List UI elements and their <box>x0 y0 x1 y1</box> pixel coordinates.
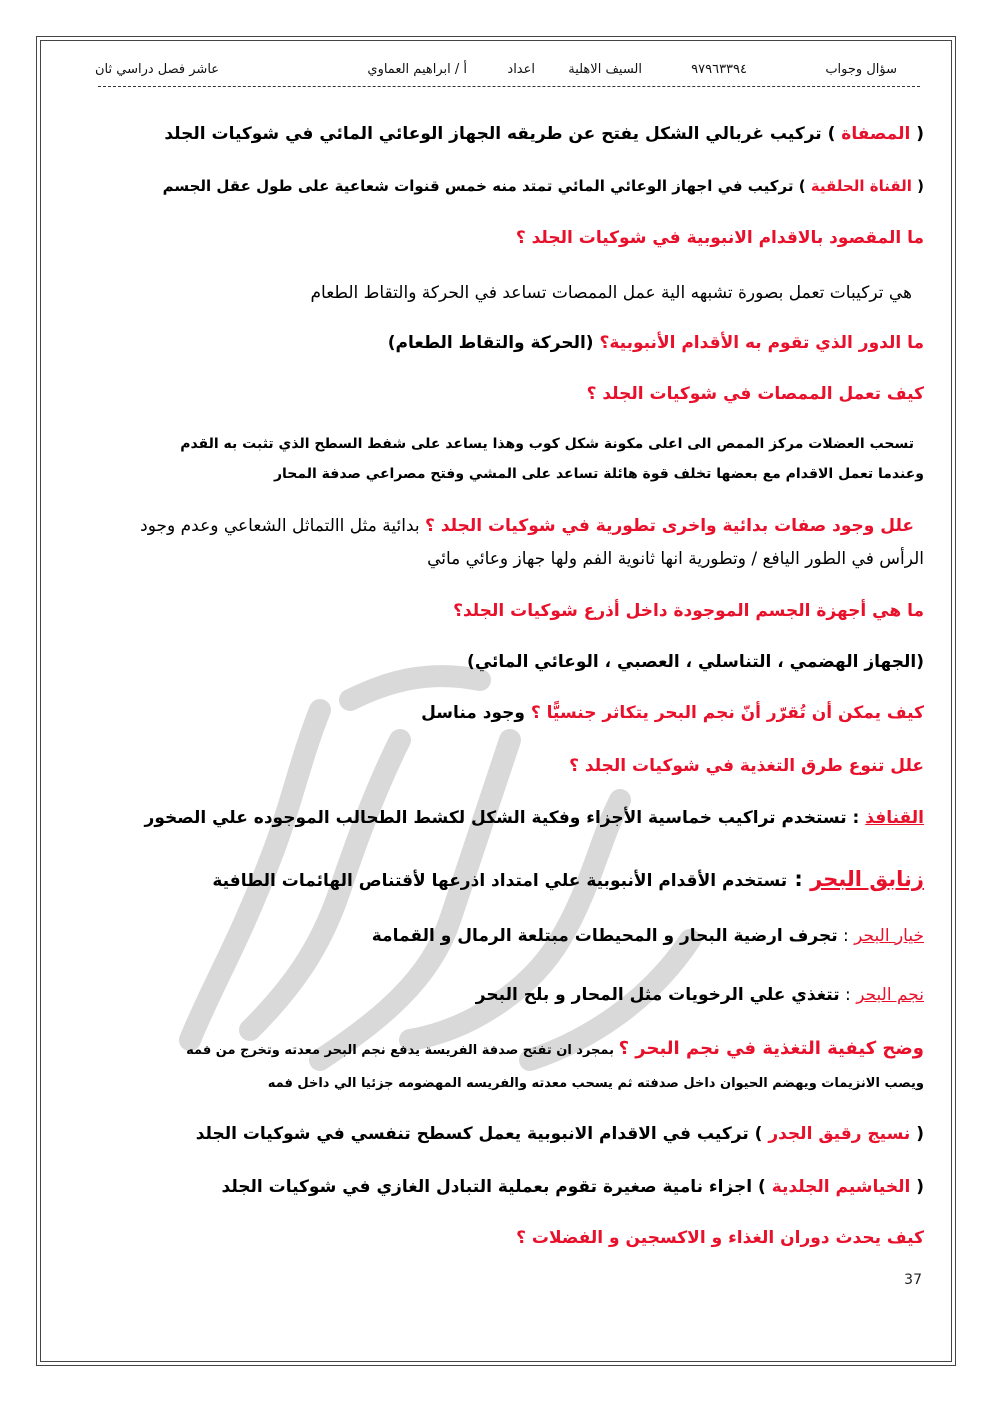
question-tube-feet: ما المقصود بالاقدام الانبوبية في شوكيات الجلد ؟ <box>515 228 924 248</box>
page-number: 37 <box>904 1272 922 1288</box>
definition-text: ) تركيب في الاقدام الانبوبية يعمل كسطح تنفسي في شوكيات الجلد <box>195 1124 769 1144</box>
term-thin-tissue: نسيج رقيق الجدر <box>768 1124 911 1144</box>
feeding-sea-cucumbers <box>372 926 924 946</box>
answer-text: بمجرد ان تفتح صدفة الفريسة يدفع نجم البحر معدته وتخرج من فمه <box>186 1043 619 1058</box>
term-starfish: نجم البحر <box>856 985 924 1005</box>
header-phone: ٩٧٩٦٣٣٩٤ <box>691 62 747 77</box>
question-feeding-diversity: علل تنوع طرق التغذية في شوكيات الجلد ؟ <box>569 756 924 776</box>
feeding-text: تجرف ارضية البحار و المحيطات مبتلعة الرمال و القمامة <box>371 926 838 946</box>
question-text: علل وجود صفات بدائية واخرى تطورية في شوكيات الجلد ؟ <box>425 516 914 536</box>
paren: ( <box>910 124 924 144</box>
paren: ( <box>911 177 924 195</box>
term-sea-cucumbers: خيار البحر <box>854 926 924 946</box>
question-body-systems: ما هي أجهزة الجسم الموجودة داخل أذرع شوكيات الجلد؟ <box>453 601 924 621</box>
answer-text: وجود مناسل <box>421 703 531 723</box>
feeding-sea-urchins <box>145 808 924 828</box>
header-subject: سؤال وجواب <box>825 62 897 77</box>
answer-primitive-traits-line2: الرأس في الطور اليافع / وتطورية انها ثانوية الفم ولها جهاز وعائي مائي <box>427 549 924 569</box>
question-text: وضح كيفية التغذية في نجم البحر ؟ <box>618 1038 924 1059</box>
term-sieve-plate: المصفاة <box>841 124 911 144</box>
header-divider <box>98 86 920 87</box>
separator: : <box>787 867 811 891</box>
question-text: ما الدور الذي تقوم به الأقدام الأنبوبية؟ <box>599 333 924 353</box>
question-circulation: كيف يحدث دوران الغذاء و الاكسجين و الفضلات ؟ <box>516 1228 924 1248</box>
page-header <box>95 62 897 84</box>
paren: ( <box>910 1124 924 1144</box>
separator: : <box>837 926 855 946</box>
feeding-text: تتغذي علي الرخويات مثل المحار و بلح البحر <box>475 985 840 1005</box>
feeding-text: تستخدم الأقدام الأنبوبية علي امتداد اذرعها لأقتناص الهائمات الطافية <box>212 871 788 891</box>
header-prepared-by: اعداد <box>507 62 535 77</box>
feeding-sea-lilies <box>212 867 924 891</box>
question-text: كيف يمكن أن تُقرّر أنّ نجم البحر يتكاثر جنسيًّا ؟ <box>530 703 924 723</box>
question-suckers: كيف تعمل الممصات في شوكيات الجلد ؟ <box>586 384 924 404</box>
feeding-starfish <box>476 985 924 1005</box>
feeding-text: تستخدم تراكيب خماسية الأجزاء وفكية الشكل لكشط الطحالب الموجوده علي الصخور <box>144 808 847 828</box>
question-starfish-feeding <box>186 1038 924 1059</box>
definition-text: ) اجزاء نامية صغيرة تقوم بعملية التبادل الغازي في شوكيات الجلد <box>221 1177 772 1197</box>
definition-skin-gills <box>222 1177 925 1197</box>
term-sea-urchins: القنافذ <box>865 808 924 828</box>
header-teacher: أ / ابراهيم العماوي <box>367 62 467 77</box>
definition-ring-canal <box>163 177 924 195</box>
question-tube-feet-role <box>388 333 924 353</box>
definition-sieve-plate <box>164 124 924 144</box>
term-skin-gills: الخياشيم الجلدية <box>771 1177 911 1197</box>
answer-suckers-line2: وعندما تعمل الاقدام مع بعضها تخلف قوة هائلة تساعد على المشي وفتح مصراعي صدفة المحار <box>273 466 924 482</box>
separator: : <box>846 808 866 828</box>
answer-starfish-feeding-line2: ويصب الانزيمات ويهضم الحيوان داخل صدفته ثم يسحب معدته والفريسه المهضومه جزئيا الي داخل فمه <box>267 1076 924 1091</box>
definition-text: ) تركيب في اجهاز الوعائي المائي تمتد منه خمس قنوات شعاعية على طول عقل الجسم <box>162 177 811 195</box>
answer-text: (الحركة والتقاط الطعام) <box>387 333 600 353</box>
answer-tube-feet: هي تركيبات تعمل بصورة تشبهه الية عمل الممصات تساعد في الحركة والتقاط الطعام <box>310 283 912 303</box>
definition-text: ) تركيب غربالي الشكل يفتح عن طريقه الجهاز الوعائي المائي في شوكيات الجلد <box>164 124 842 144</box>
paren: ( <box>910 1177 924 1197</box>
question-sexual-reproduction <box>421 703 924 723</box>
term-sea-lilies: زنابق البحر <box>810 867 924 891</box>
definition-thin-tissue <box>196 1124 924 1144</box>
header-grade: عاشر فصل دراسي ثان <box>95 62 220 77</box>
answer-text: بدائية مثل االتماثل الشعاعي وعدم وجود <box>140 516 426 536</box>
answer-body-systems: (الجهاز الهضمي ، التناسلي ، العصبي ، الوعائي المائي) <box>467 652 924 672</box>
question-primitive-traits <box>140 516 914 536</box>
answer-suckers-line1: تسحب العضلات مركز الممص الى اعلى مكونة شكل كوب وهذا يساعد على شفط السطح الذي تثبت به القدم <box>180 436 914 452</box>
term-ring-canal: القناة الحلقية <box>810 177 912 195</box>
header-school: السيف الاهلية <box>568 62 642 77</box>
separator: : <box>839 985 857 1005</box>
